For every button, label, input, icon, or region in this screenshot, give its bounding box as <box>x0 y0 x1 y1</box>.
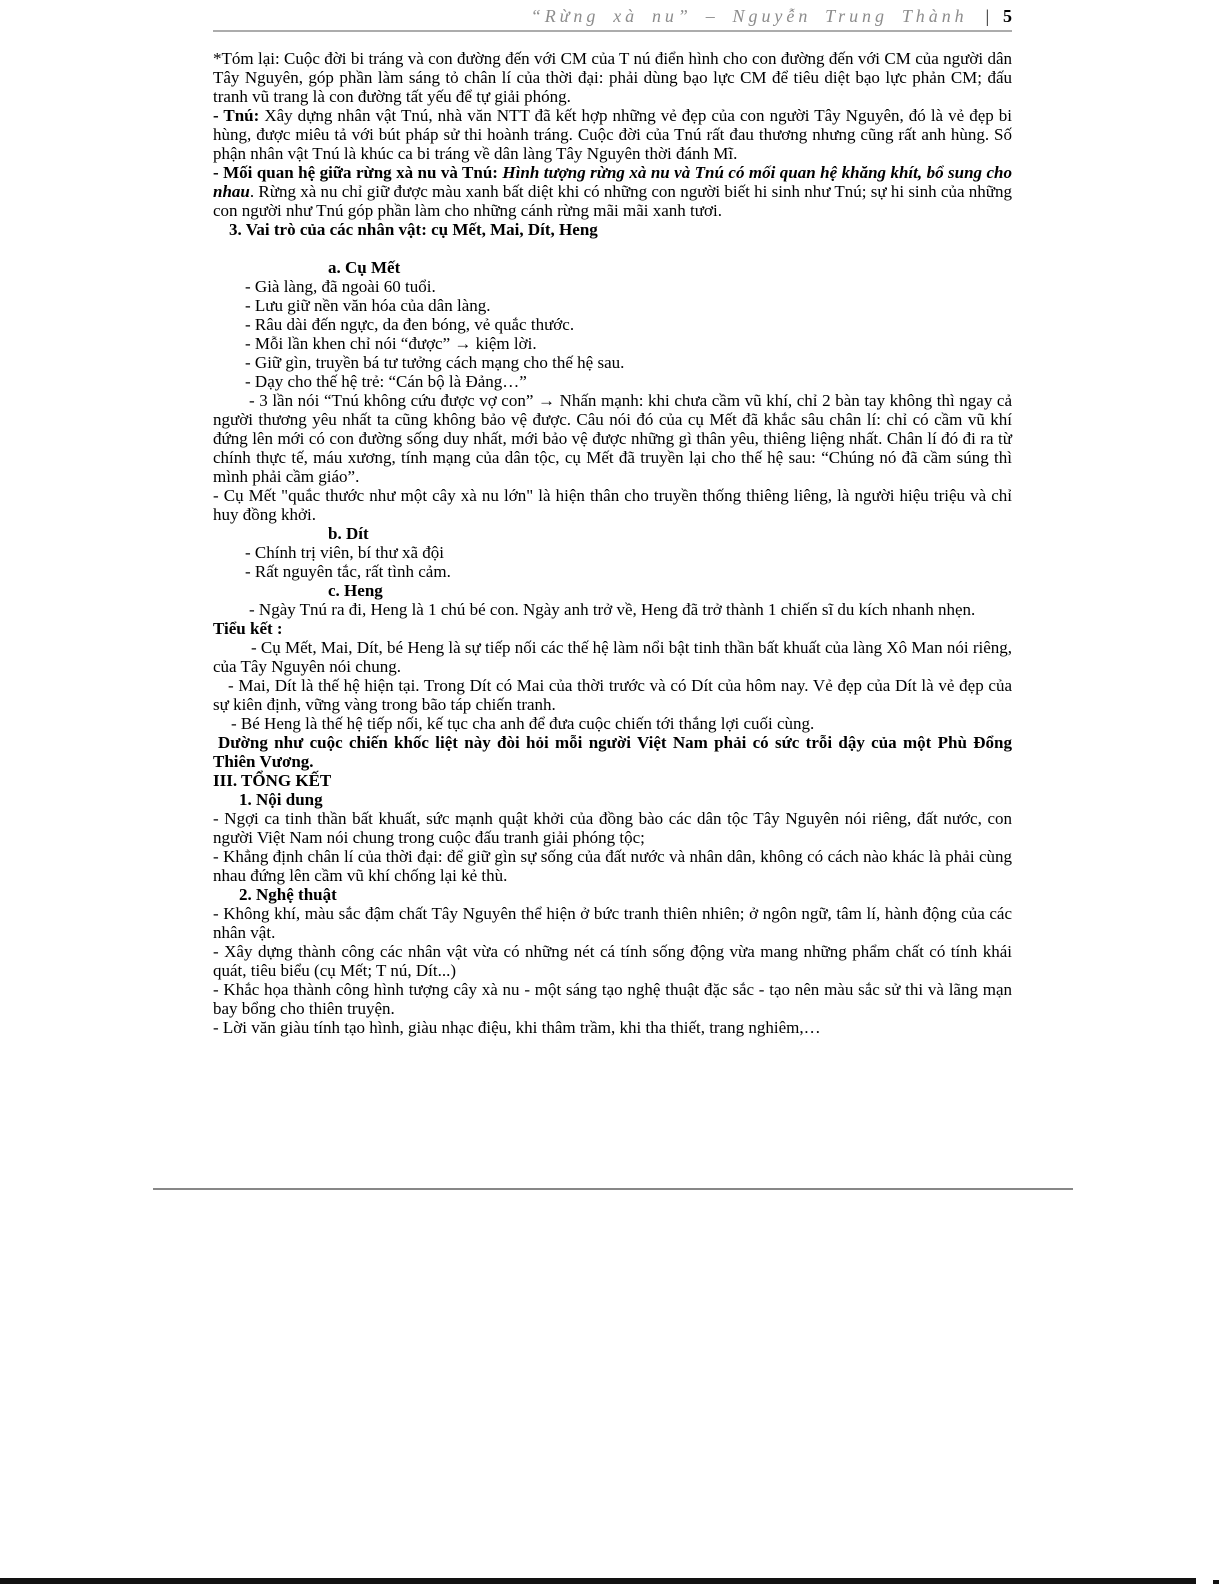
paragraph <box>213 980 1012 1018</box>
heading <box>213 258 1012 277</box>
text-run: . Rừng xà nu chỉ giữ được màu xanh bất diệt khi có những con người biết hi sinh như Tnú; sự hi sinh của những con người như Tnú góp phần làm cho những cánh rừng mãi mãi xanh tươi. <box>213 182 1012 220</box>
page-bottom-edge <box>0 1578 1196 1584</box>
text-run: - Cụ Mết, Mai, Dít, bé Heng là sự tiếp nối các thế hệ làm nổi bật tinh thần bất khuất của làng Xô Man nói riêng, của Tây Nguyên nói chung. <box>213 638 1012 676</box>
running-title: “Rừng xà nu” – Nguyễn Trung Thành <box>530 6 968 26</box>
page-number: 5 <box>1003 6 1012 26</box>
text-run: - Khắc họa thành công hình tượng cây xà nu - một sáng tạo nghệ thuật đặc sắc - tạo nên màu sắc sử thi và lãng mạn bay bổng cho thiên truyện. <box>213 980 1012 1018</box>
paragraph <box>213 676 1012 714</box>
text-run: - Mai, Dít là thế hệ hiện tại. Trong Dít có Mai của thời trước và có Dít của hôm nay. Vẻ đẹp của Dít là vẻ đẹp của sự kiên định, vững vàng trong bão táp chiến tranh. <box>213 676 1012 714</box>
text-run: - Rất nguyên tắc, rất tình cảm. <box>245 562 451 581</box>
text-run: - Bé Heng là thế hệ tiếp nối, kế tục cha anh để đưa cuộc chiến tới thắng lợi cuối cùng. <box>231 714 815 733</box>
paragraph <box>213 904 1012 942</box>
text-run: 1. Nội dung <box>239 790 323 809</box>
page-header <box>213 6 1012 32</box>
paragraph <box>213 49 1012 106</box>
paragraph <box>213 847 1012 885</box>
paragraph <box>213 600 1012 619</box>
text-run: - Ngày Tnú ra đi, Heng là 1 chú bé con. Ngày anh trở về, Heng đã trở thành 1 chiến sĩ du kích nhanh nhẹn. <box>249 600 976 619</box>
text-run: - Xây dựng thành công các nhân vật vừa có những nét cá tính sống động vừa mang những phẩm chất có tính khái quát, tiêu biểu (cụ Mết; T nú, Dít...) <box>213 942 1012 980</box>
text-run: a. Cụ Mết <box>328 258 401 277</box>
header-separator: | <box>985 6 990 26</box>
text-run: *Tóm lại: Cuộc đời bi tráng và con đường đến với CM của T nú điển hình cho con đường đến với CM của người dân Tây Nguyên, góp phần làm sáng tỏ chân lí của thời đại: phải dùng bạo lực CM để tiêu diệt bạo lực phản CM; đấu tranh vũ trang là con đường tất yếu để tự giải phóng. <box>213 49 1012 106</box>
text-run: c. Heng <box>328 581 383 600</box>
paragraph <box>213 372 1012 391</box>
text-run: Tiểu kết : <box>213 619 283 638</box>
paragraph <box>213 942 1012 980</box>
text-run: - Khẳng định chân lí của thời đại: để giữ gìn sự sống của đất nước và nhân dân, không có cách nào khác là phải cùng nhau đứng lên cầm vũ khí chống lại kẻ thù. <box>213 847 1012 885</box>
paragraph <box>213 1018 1012 1037</box>
text-run: - Già làng, đã ngoài 60 tuổi. <box>245 277 436 296</box>
heading <box>213 885 1012 904</box>
paragraph <box>213 543 1012 562</box>
paragraph <box>213 296 1012 315</box>
text-run: Dường như cuộc chiến khốc liệt này đòi hỏi mỗi người Việt Nam phải có sức trỗi dậy của một Phù Đổng Thiên Vương. <box>213 733 1012 771</box>
text-run: - Mỗi lần khen chỉ nói “được” → kiệm lời. <box>245 334 537 353</box>
heading <box>213 581 1012 600</box>
text-run: 3. Vai trò của các nhân vật: cụ Mết, Mai, Dít, Heng <box>229 220 598 239</box>
blank-line <box>213 239 1012 258</box>
paragraph <box>213 733 1012 771</box>
text-run: - Dạy cho thế hệ trẻ: “Cán bộ là Đảng…” <box>245 372 527 391</box>
text-run: 2. Nghệ thuật <box>239 885 337 904</box>
paragraph <box>213 809 1012 847</box>
paragraph <box>213 334 1012 353</box>
text-run: - Không khí, màu sắc đậm chất Tây Nguyên thể hiện ở bức tranh thiên nhiên; ở ngôn ngữ, tâm lí, hành động của các nhân vật. <box>213 904 1012 942</box>
paragraph <box>213 714 1012 733</box>
heading <box>213 619 1012 638</box>
text-run: - Tnú: <box>213 106 260 125</box>
text-run: Hình tượng rừng xà nu và Tnú có mối quan hệ khăng khít, bổ sung cho nhau <box>213 163 1012 201</box>
paragraph <box>213 562 1012 581</box>
heading <box>213 771 1012 790</box>
paragraph <box>213 391 1012 486</box>
heading <box>213 220 1012 239</box>
text-run: - 3 lần nói “Tnú không cứu được vợ con” → Nhấn mạnh: khi chưa cầm vũ khí, chỉ 2 bàn tay không thì ngay cả người thương yêu nhất ta cũng không bảo vệ được. Câu nói đó của cụ Mết đã khắc sâu chân lí: chỉ có cầm vũ khí đứng lên mới có con đường sống duy nhất, mới bảo vệ được những gì thân yêu, thiêng liệng nhất. Chân lí đó đi ra từ chính thực tế, máu xương, tính mạng của dân tộc, cụ Mết đã truyền lại cho thế hệ sau: “Chúng nó đã cầm súng thì mình phải cầm giáo”. <box>213 391 1012 486</box>
paragraph <box>213 106 1012 163</box>
text-run: - Cụ Mết "quắc thước như một cây xà nu lớn" là hiện thân cho truyền thống thiêng liêng, là người hiệu triệu và chỉ huy đồng khởi. <box>213 486 1012 524</box>
heading <box>213 790 1012 809</box>
paragraph <box>213 353 1012 372</box>
text-run: Xây dựng nhân vật Tnú, nhà văn NTT đã kết hợp những vẻ đẹp của con người Tây Nguyên, đó là vẻ đẹp bi hùng, được miêu tả với bút pháp sử thi hoành tráng. Cuộc đời của Tnú rất đau thương nhưng cũng rất anh hùng. Số phận nhân vật Tnú là khúc ca bi tráng về dân làng Tây Nguyên thời đánh Mĩ. <box>213 106 1012 163</box>
page-bottom-tick <box>1213 1580 1219 1584</box>
text-run: - Râu dài đến ngực, da đen bóng, vẻ quắc thước. <box>245 315 575 334</box>
paragraph <box>213 638 1012 676</box>
text-run: - Mối quan hệ giữa rừng xà nu và Tnú: <box>213 163 498 182</box>
paragraph <box>213 486 1012 524</box>
text-run: - Ngợi ca tinh thần bất khuất, sức mạnh quật khởi của đồng bào các dân tộc Tây Nguyên nói riêng, đất nước, con người Việt Nam nói chung trong cuộc đấu tranh giải phóng tộc; <box>213 809 1012 847</box>
paragraph <box>213 163 1012 220</box>
heading <box>213 524 1012 543</box>
paragraph <box>213 315 1012 334</box>
text-run: - Lời văn giàu tính tạo hình, giàu nhạc điệu, khi thâm trầm, khi tha thiết, trang nghiêm,… <box>213 1018 821 1037</box>
text-run: - Chính trị viên, bí thư xã đội <box>245 543 445 562</box>
text-run: b. Dít <box>328 524 369 543</box>
footer-divider <box>153 1188 1073 1190</box>
text-run: III. TỔNG KẾT <box>213 771 332 790</box>
text-run: - Lưu giữ nền văn hóa của dân làng. <box>245 296 491 315</box>
document-body <box>213 49 1012 1037</box>
paragraph <box>213 277 1012 296</box>
text-run: - Giữ gìn, truyền bá tư tưởng cách mạng cho thế hệ sau. <box>245 353 625 372</box>
